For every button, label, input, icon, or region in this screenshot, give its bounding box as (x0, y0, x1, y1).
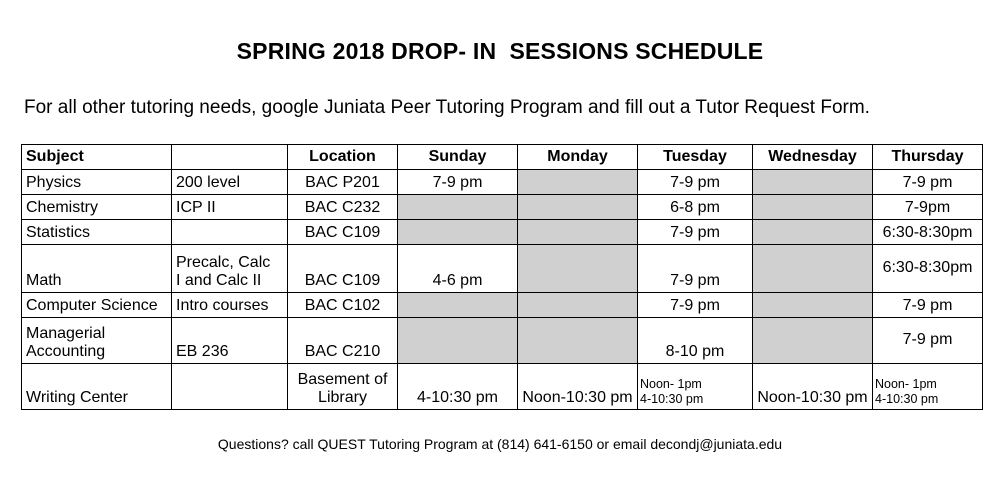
cell-level (172, 245, 288, 293)
page-title: SPRING 2018 DROP- IN SESSIONS SCHEDULE (236, 38, 764, 64)
cell-tuesday: 7-9 pm (638, 170, 753, 195)
cell-sunday: 4-10:30 pm (398, 364, 518, 410)
cell-monday (518, 318, 638, 364)
table-row (22, 195, 983, 220)
cell-thursday (873, 364, 983, 410)
cell-subject: Physics (22, 170, 172, 195)
cell-subject: Chemistry (22, 195, 172, 220)
header-wednesday: Wednesday (753, 145, 873, 170)
cell-level-line: Precalc, Calc (176, 254, 271, 271)
cell-level-line: I and Calc II (176, 272, 262, 289)
cell-location-line: Basement of (297, 371, 388, 388)
cell-monday: Noon-10:30 pm (518, 364, 638, 410)
cell-thursday: 7-9 pm (873, 170, 983, 195)
cell-subject: Writing Center (22, 364, 172, 410)
cell-monday (518, 220, 638, 245)
cell-location: BAC C210 (288, 318, 398, 364)
table-row (22, 170, 983, 195)
cell-level (172, 364, 288, 410)
header-location: Location (288, 145, 398, 170)
cell-subject (22, 318, 172, 364)
cell-sunday (398, 318, 518, 364)
header-subject: Subject (22, 145, 172, 170)
cell-tuesday-line: 4-10:30 pm (640, 392, 704, 406)
cell-thursday: 7-9 pm (873, 293, 983, 318)
intro-text: For all other tutoring needs, google Juniata Peer Tutoring Program and fill out a Tutor Request Form. (24, 97, 870, 118)
cell-subject-line: Managerial (26, 325, 106, 342)
cell-sunday (398, 195, 518, 220)
table-row (22, 245, 983, 293)
cell-sunday (398, 220, 518, 245)
cell-subject: Computer Science (22, 293, 172, 318)
cell-sunday (398, 293, 518, 318)
cell-sunday: 7-9 pm (398, 170, 518, 195)
cell-wednesday (753, 220, 873, 245)
cell-thursday: 7-9 pm (873, 318, 983, 364)
cell-tuesday: 7-9 pm (638, 220, 753, 245)
table-row (22, 220, 983, 245)
cell-monday (518, 293, 638, 318)
cell-level: ICP II (172, 195, 288, 220)
cell-subject: Statistics (22, 220, 172, 245)
cell-wednesday (753, 245, 873, 293)
cell-tuesday: 7-9 pm (638, 293, 753, 318)
cell-monday (518, 245, 638, 293)
header-sunday: Sunday (398, 145, 518, 170)
table-row (22, 293, 983, 318)
cell-level: EB 236 (172, 318, 288, 364)
header-tuesday: Tuesday (638, 145, 753, 170)
cell-thursday: 7-9pm (873, 195, 983, 220)
cell-monday (518, 170, 638, 195)
header-level (172, 145, 288, 170)
cell-location: BAC P201 (288, 170, 398, 195)
cell-wednesday (753, 170, 873, 195)
cell-location: BAC C109 (288, 245, 398, 293)
cell-tuesday: 7-9 pm (638, 245, 753, 293)
cell-tuesday-line: Noon- 1pm (640, 377, 702, 391)
cell-wednesday (753, 293, 873, 318)
cell-level (172, 220, 288, 245)
footer-contact: Questions? call QUEST Tutoring Program at (814) 641-6150 or email decondj@juniata.edu (217, 436, 783, 452)
cell-tuesday (638, 364, 753, 410)
table-header-row (22, 145, 983, 170)
cell-location: BAC C109 (288, 220, 398, 245)
cell-monday (518, 195, 638, 220)
cell-location: BAC C102 (288, 293, 398, 318)
cell-location: BAC C232 (288, 195, 398, 220)
schedule-table (21, 144, 983, 410)
cell-wednesday (753, 195, 873, 220)
cell-tuesday: 6-8 pm (638, 195, 753, 220)
header-monday: Monday (518, 145, 638, 170)
header-thursday: Thursday (873, 145, 983, 170)
cell-sunday: 4-6 pm (398, 245, 518, 293)
cell-thursday: 6:30-8:30pm (873, 245, 983, 293)
cell-tuesday: 8-10 pm (638, 318, 753, 364)
cell-subject-line: Accounting (26, 343, 106, 360)
table-row (22, 318, 983, 364)
cell-location (288, 364, 398, 410)
cell-level: 200 level (172, 170, 288, 195)
cell-thursday-line: Noon- 1pm (875, 377, 937, 391)
table-row (22, 364, 983, 410)
cell-wednesday (753, 318, 873, 364)
cell-thursday-line: 4-10:30 pm (875, 392, 939, 406)
cell-subject: Math (22, 245, 172, 293)
cell-location-line: Library (318, 389, 367, 406)
cell-thursday: 6:30-8:30pm (873, 220, 983, 245)
cell-wednesday: Noon-10:30 pm (753, 364, 873, 410)
cell-level: Intro courses (172, 293, 288, 318)
